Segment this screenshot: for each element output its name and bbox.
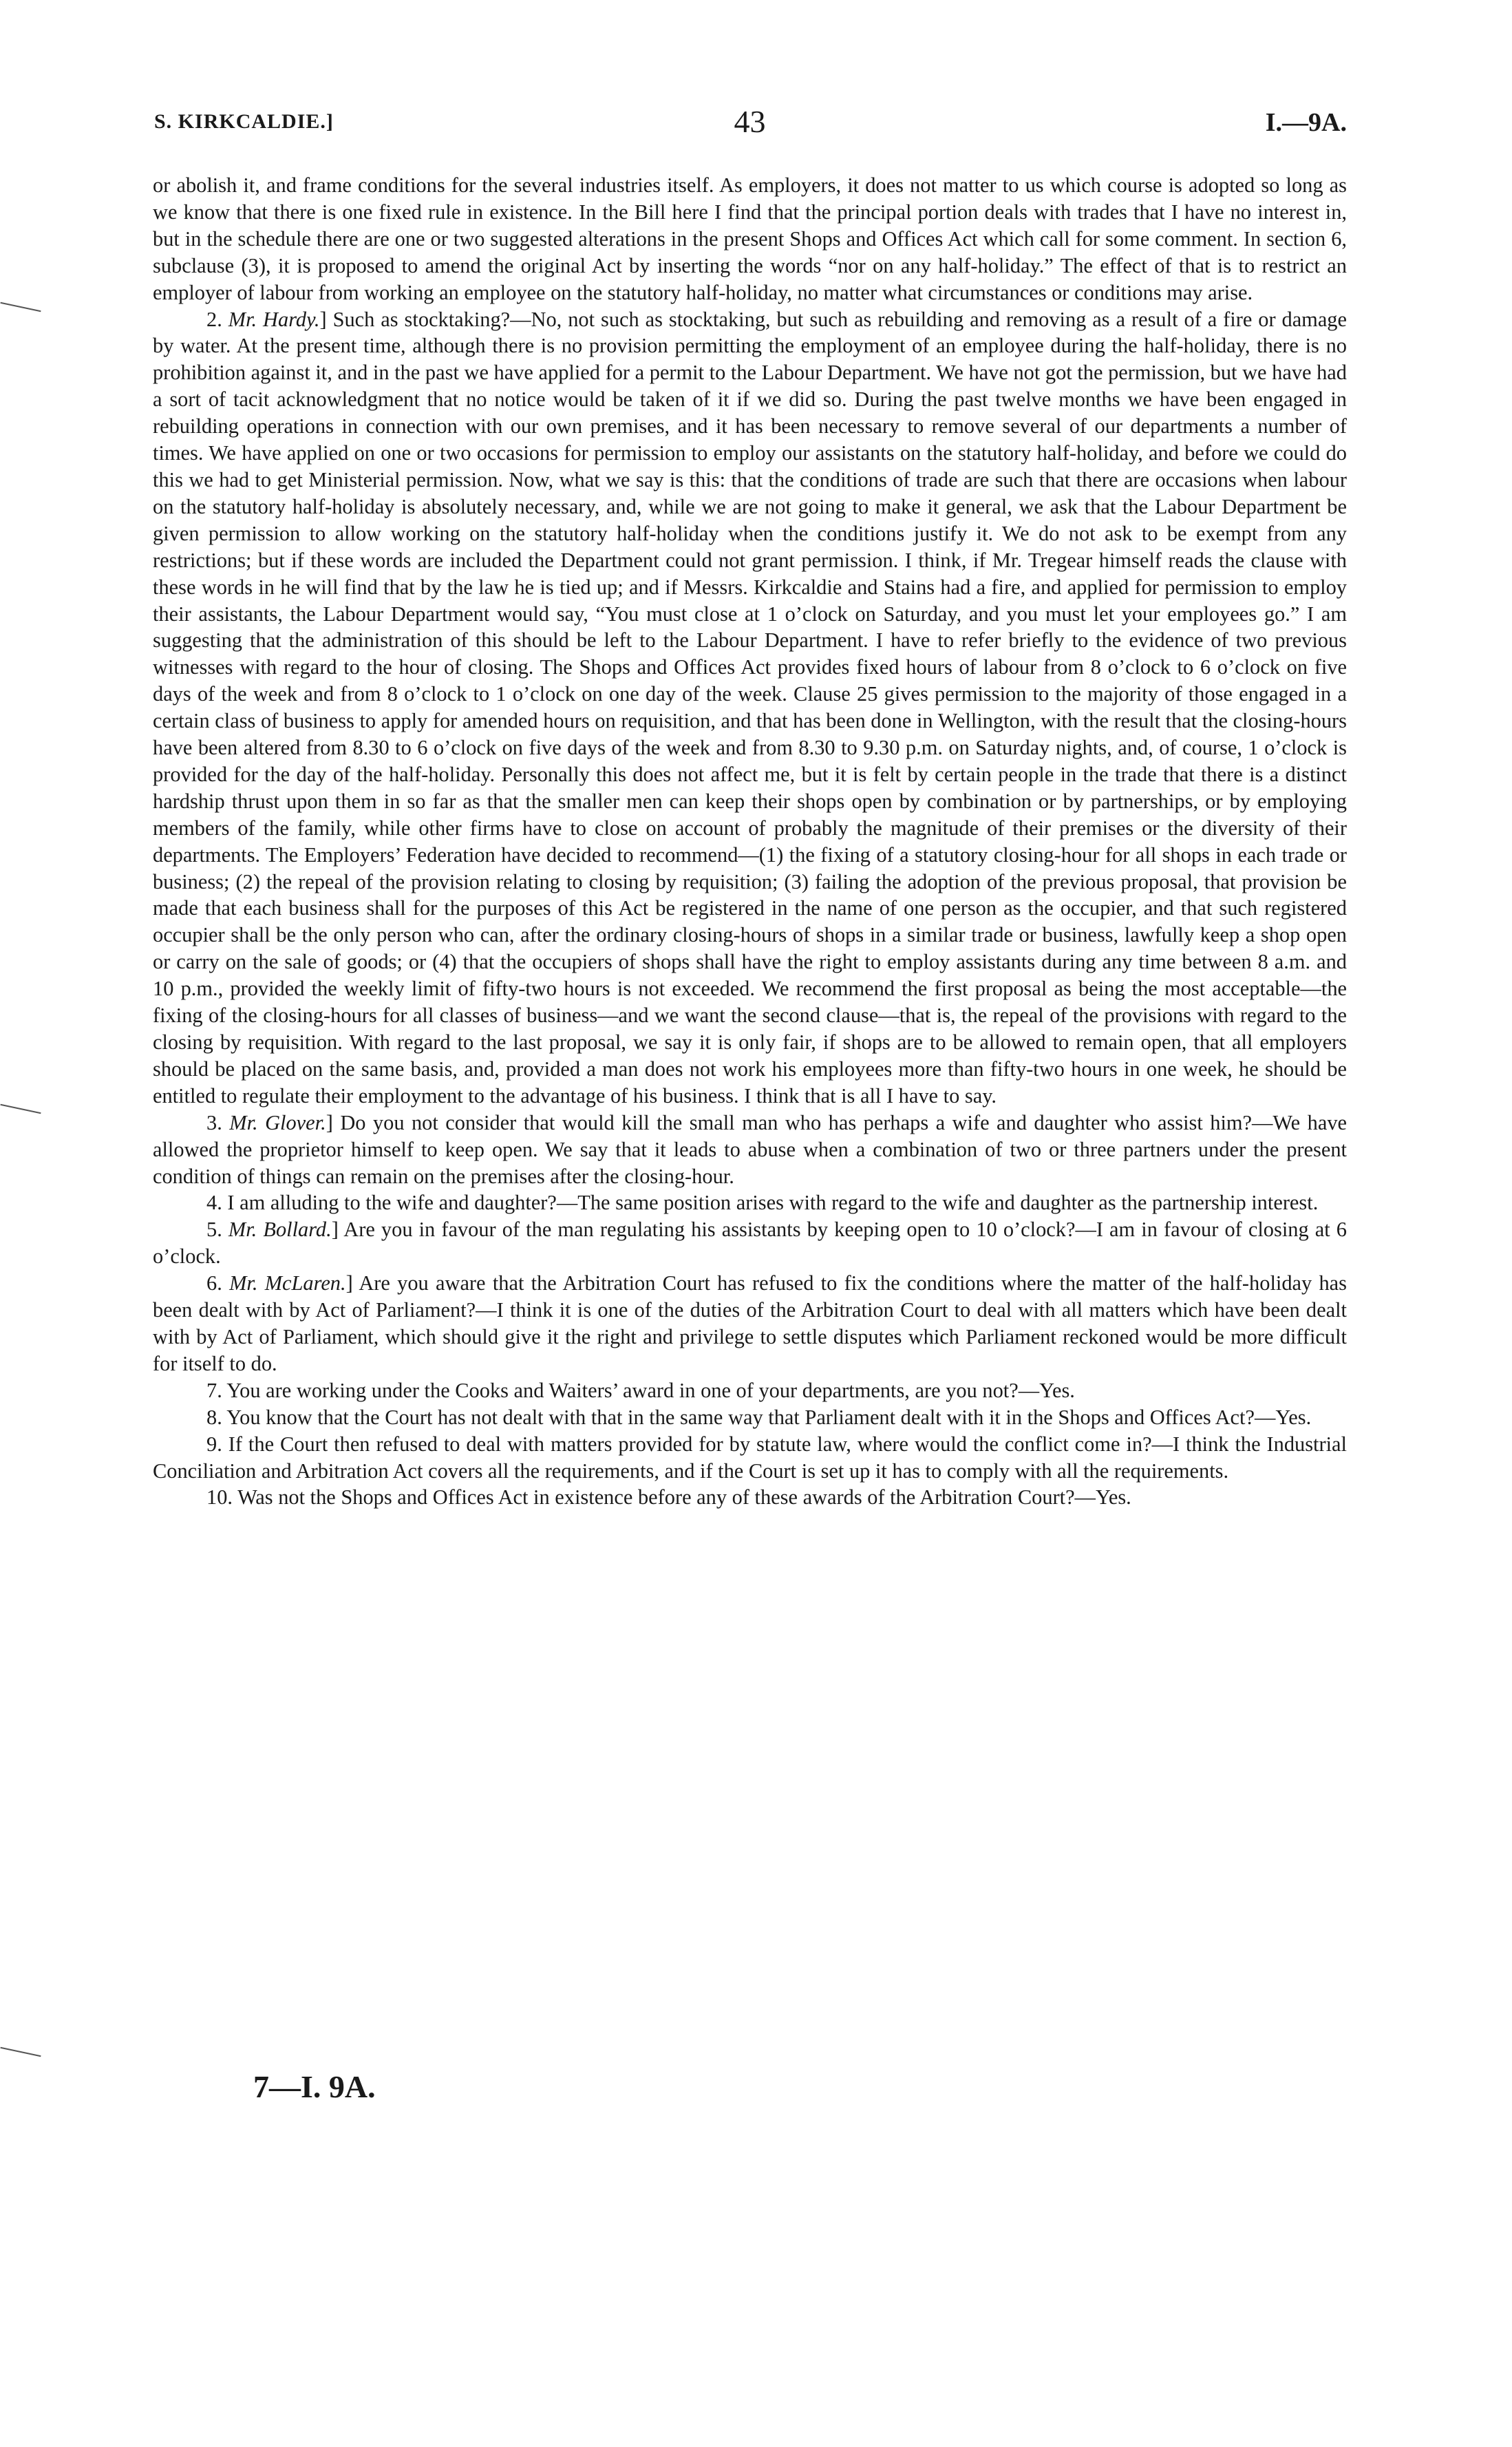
question-text: You are working under the Cooks and Waiters’ award in one of your departments, are you not?—Yes.	[226, 1378, 1075, 1402]
printer-signature: 7—I. 9A.	[253, 2069, 376, 2104]
questioner-name: Mr. McLaren.	[229, 1271, 346, 1295]
question-7	[153, 1377, 1347, 1404]
question-3: 3. Mr. Glover.] Do you not consider that would kill the small man who has perhaps a wife and daughter who assist him?—We have allowed the proprietor himself to keep open. We say that it leads to abuse when a combination of two or three partners under the present condition of things can remain on the premises after the closing-hour.	[153, 1110, 1348, 1188]
paragraph-text: or abolish it, and frame conditions for the several industries itself. As employers, it does not matter to us which course is adopted so long as we know that there is one fixed rule in existence. In the Bill here I find that the principal portion deals with trades that I have no interest in, but in the schedule there are one or two suggested alterations in the present Shops and Offices Act which call for some comment. In section 6, subclause (3), it is proposed to amend the original Act by inserting the words “nor on any half-holiday.” The effect of that is to restrict an employer of labour from working an employee on the statutory half-holiday, no matter what circumstances or conditions may arise.	[153, 173, 1347, 304]
margin-mark	[0, 2047, 41, 2057]
question-text: If the Court then refused to deal with matters provided for by statute law, where would the conflict come in?—I think the Industrial Conciliation and Arbitration Act covers all the requirements, and if the Court is set up it has to comply with all the requirements.	[153, 1432, 1347, 1483]
margin-mark	[0, 302, 41, 312]
question-8	[153, 1404, 1347, 1431]
question-number: 2.	[206, 307, 222, 331]
question-text: Are you in favour of the man regulating his assistants by keeping open to 10 o’clock?—I am in favour of closing at 6 o’clock.	[153, 1218, 1347, 1269]
question-5: 5. Mr. Bollard.] Are you in favour of the man regulating his assistants by keeping open to 10 o’clock?—I am in favour of closing at 6 o’clock.	[153, 1218, 1347, 1269]
question-text: Are you aware that the Arbitration Court has refused to fix the conditions where the matter of the half-holiday has been dealt with by Act of Parliament?—I think it is one of the duties of the Arbitration Court to deal with all matters which have been dealt with by Act of Parliament, which should give it the right and privilege to settle disputes which Parliament reckoned would be more difficult for itself to do.	[153, 1271, 1347, 1375]
question-number: 5.	[206, 1218, 222, 1242]
margin-mark	[0, 1104, 41, 1114]
paragraph-continuation	[153, 172, 1347, 306]
questioner-name: Mr. Hardy.	[228, 307, 320, 331]
questioner-name: Mr. Bollard.	[228, 1218, 332, 1242]
header-page-number: 43	[734, 104, 766, 139]
question-9	[153, 1431, 1347, 1485]
question-text: You know that the Court has not dealt with that in the same way that Parliament dealt with it in the Shops and Offices Act?—Yes.	[226, 1405, 1312, 1429]
question-number: 7.	[206, 1378, 222, 1402]
header-paper-reference: I.—9A.	[1265, 108, 1347, 137]
question-text: Such as stocktaking?—No, not such as stocktaking, but such as rebuilding and removing as a result of a fire or damage by water. At the present time, although there is no provision permitting the employment of an employee during the half-holiday, there is no prohibition against it, and in the past we have applied for a permit to the Labour Department. We have not got the permission, but we have had a sort of tacit acknowledgment that no notice would be taken of it if we did so. During the past twelve months we have been engaged in rebuilding operations in connection with our own premises, and it has been necessary to remove several of our departments a number of times. We have applied on one or two occasions for permission to employ our assistants on the statutory half-holiday, and before we could do this we had to get Ministerial permission. Now, what we say is this: that the conditions of trade are such that there are occasions when labour on the statutory half-holiday is absolutely necessary, and, while we are not going to make it general, we ask that the Labour Department be given permission to allow working on the statutory half-holiday when the conditions justify it. We do not ask to be exempt from any restrictions; but if these words are included the Department could not grant permission. I think, if Mr. Tregear himself reads the clause with these words in he will find that by the law he is tied up; and if Messrs. Kirkcaldie and Stains had a fire, and applied for permission to employ their assistants, the Labour Department would say, “You must close at 1 o’clock on Saturday, and you must let your employees go.” I am suggesting that the administration of this should be left to the Labour Department. I have to refer briefly to the evidence of two previous witnesses with regard to the hour of closing. The Shops and Offices Act provides fixed hours of labour from 8 o’clock to 6 o’clock on five days of the week and from 8 o’clock to 1 o’clock on one day of the week. Clause 25 gives permission to the majority of those engaged in a certain class of business to apply for amended hours on requisition, and that has been done in Wellington, with the result that the closing-hours have been altered from 8.30 to 6 o’clock on five days of the week and from 8.30 to 9.30 p.m. on Saturday nights, and, of course, 1 o’clock is provided for the day of the half-holiday. Personally this does not affect me, but it is felt by certain people in the trade that there is a distinct hardship thrust upon them in so far as that the smaller men can keep their shops open by combination or by partnerships, or by employing members of the family, while other firms have to close on account of probably the magnitude of their premises or the diversity of their departments. The Employers’ Federation have decided to recommend—(1) the fixing of a statutory closing-hour for all shops in each trade or business; (2) the repeal of the provision relating to closing by requisition; (3) failing the adoption of the previous proposal, that provision be made that each business shall for the purposes of this Act be registered in the name of one person as the occupier, and that such registered occupier shall be the only person who can, after the ordinary closing-hours of shops in a similar trade or business, lawfully keep a shop open or carry on the sale of goods; or (4) that the occupiers of shops shall have the right to employ assistants during any time between 8 a.m. and 10 p.m., provided the weekly limit of fifty-two hours is not exceeded. We recommend the first proposal as being the most acceptable—the fixing of the closing-hours for all classes of business—and we want the second clause—that is, the repeal of the provisions with regard to the closing by requisition. With regard to the last proposal, we say it is only fair, if shops are to be allowed to remain open, that all employers should be placed on the same basis, and, provided a man does not work his employees more than fifty-two hours in one week, he should be entitled to regulate their employment to the advantage of his business. I think that is all I have to say.	[153, 307, 1347, 1108]
page-header	[153, 103, 1347, 145]
evidence-text	[153, 172, 1347, 1511]
question-number: 9.	[206, 1432, 222, 1456]
question-number: 8.	[206, 1405, 222, 1429]
question-10	[153, 1484, 1347, 1511]
question-6: 6. Mr. McLaren.] Are you aware that the Arbitration Court has refused to fix the conditions where the matter of the half-holiday has been dealt with by Act of Parliament?—I think it is one of the duties of the Arbitration Court to deal with all matters which have been dealt with by Act of Parliament, which should give it the right and privilege to settle disputes which Parliament reckoned would be more difficult for itself to do.	[153, 1271, 1347, 1375]
question-number: 10.	[206, 1485, 233, 1509]
question-2: 2. Mr. Hardy.] Such as stocktaking?—No, not such as stocktaking, but such as rebuilding and removing as a result of a fire or damage by water. At the present time, although there is no provision permitting the employment of an employee during the half-holiday, there is no prohibition against it, and in the past we have applied for a permit to the Labour Department. We have not got the permission, but we have had a sort of tacit acknowledgment that no notice would be taken of it if we did so. During the past twelve months we have been engaged in rebuilding operations in connection with our own premises, and it has been necessary to remove several of our departments a number of times. We have applied on one or two occasions for permission to employ our assistants on the statutory half-holiday, and before we could do this we had to get Ministerial permission. Now, what we say is this: that the conditions of trade are such that there are occasions when labour on the statutory half-holiday is absolutely necessary, and, while we are not going to make it general, we ask that the Labour Department be given permission to allow working on the statutory half-holiday when the conditions justify it. We do not ask to be exempt from any restrictions; but if these words are included the Department could not grant permission. I think, if Mr. Tregear himself reads the clause with these words in he will find that by the law he is tied up; and if Messrs. Kirkcaldie and Stains had a fire, and applied for permission to employ their assistants, the Labour Department would say, “You must close at 1 o’clock on Saturday, and you must let your employees go.” I am suggesting that the administration of this should be left to the Labour Department. I have to refer briefly to the evidence of two previous witnesses with regard to the hour of closing. The Shops and Offices Act provides fixed hours of labour from 8 o’clock to 6 o’clock on five days of the week and from 8 o’clock to 1 o’clock on one day of the week. Clause 25 gives permission to the majority of those engaged in a certain class of business to apply for amended hours on requisition, and that has been done in Wellington, with the result that the closing-hours have been altered from 8.30 to 6 o’clock on five days of the week and from 8.30 to 9.30 p.m. on Saturday nights, and, of course, 1 o’clock is provided for the day of the half-holiday. Personally this does not affect me, but it is felt by certain people in the trade that there is a distinct hardship thrust upon them in so far as that the smaller men can keep their shops open by combination or by partnerships, or by employing members of the family, while other firms have to close on account of probably the magnitude of their premises or the diversity of their departments. The Employers’ Federation have decided to recommend—(1) the fixing of a statutory closing-hour for all shops in each trade or business; (2) the repeal of the provision relating to closing by requisition; (3) failing the adoption of the previous proposal, that provision be made that each business shall for the purposes of this Act be registered in the name of one person as the occupier, and that such registered occupier shall be the only person who can, after the ordinary closing-hours of shops in a similar trade or business, lawfully keep a shop open or carry on the sale of goods; or (4) that the occupiers of shops shall have the right to employ assistants during any time between 8 a.m. and 10 p.m., provided the weekly limit of fifty-two hours is not exceeded. We recommend the first proposal as being the most acceptable—the fixing of the closing-hours for all classes of business—and we want the second clause—that is, the repeal of the provisions with regard to the closing by requisition. With regard to the last proposal, we say it is only fair, if shops are to be allowed to remain open, that all employers should be placed on the same basis, and, provided a man does not work his employees more than fifty-two hours in one week, he should be entitled to regulate their employment to the advantage of his business. I think that is all I have to say.	[153, 307, 1347, 1108]
question-4	[153, 1189, 1347, 1216]
question-number: 4.	[206, 1191, 222, 1215]
question-text: Do you not consider that would kill the small man who has perhaps a wife and daughter who assist him?—We have allowed the proprietor himself to keep open. We say that it leads to abuse when a combination of two or three partners under the present condition of things can remain on the premises after the closing-hour.	[153, 1110, 1348, 1188]
header-witness-name: S. KIRKCALDIE.]	[154, 110, 334, 133]
question-text: I am alluding to the wife and daughter?—The same position arises with regard to the wife and daughter as the partnership interest.	[227, 1191, 1319, 1215]
question-number: 3.	[206, 1110, 222, 1134]
question-number: 6.	[206, 1271, 222, 1295]
question-text: Was not the Shops and Offices Act in existence before any of these awards of the Arbitration Court?—Yes.	[237, 1485, 1131, 1509]
questioner-name: Mr. Glover.	[229, 1110, 326, 1134]
